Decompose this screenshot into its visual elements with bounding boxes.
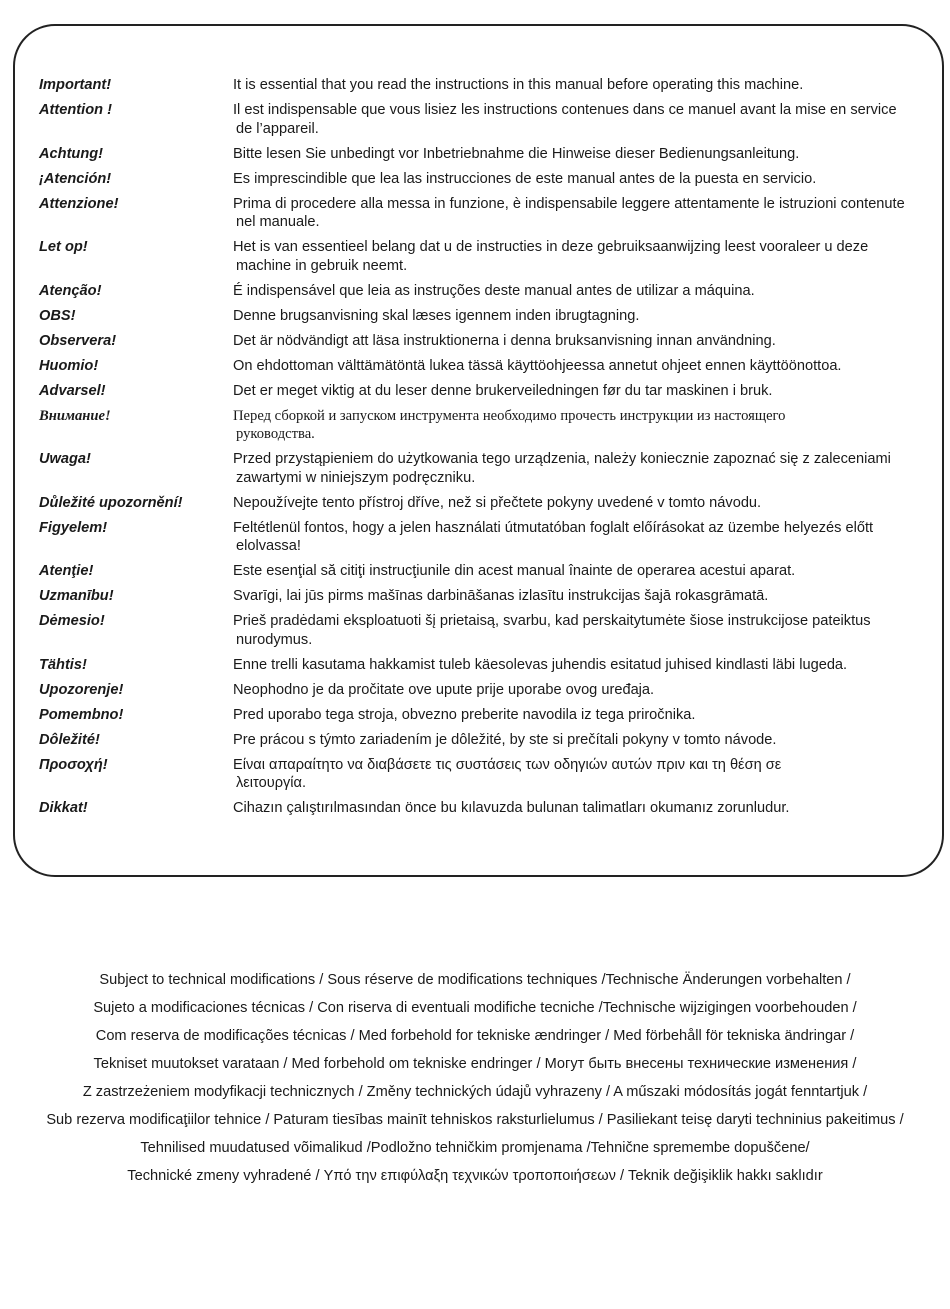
notice-text-line: Przed przystąpieniem do użytkowania tego urządzenia, należy koniecznie zapoznać się z zaleceniami	[233, 451, 891, 468]
notice-text-line: de l’appareil.	[236, 120, 319, 137]
notice-text-line: Prieš pradėdami eksploatuoti šį prietaisą, svarbu, kad perskaitytumėte šiose instrukcijose pateiktus	[233, 613, 871, 630]
notice-text-line: λειτουργία.	[236, 775, 307, 792]
notice-label: Huomio!	[39, 357, 99, 374]
notice-label: Let op!	[39, 239, 88, 256]
footer-line: Com reserva de modificações técnicas / Med forbehold for tekniske ændringer / Med förbehåll för tekniska ändringar /	[95, 1028, 855, 1044]
notice-text-line: Prima di procedere alla messa in funzione, è indispensabile leggere attentamente le istruzioni contenute	[233, 195, 905, 212]
notice-label: Внимание!	[39, 407, 111, 424]
notice-text-line: On ehdottoman välttämätöntä lukea tässä käyttöohjeessa annetut ohjeet ennen käyttöönottoa.	[233, 357, 842, 374]
notice-text-line: Είναι απαραίτητο να διαβάσετε τις συστάσεις των οδηγιών αυτών πριν και τη θέση σε	[233, 756, 782, 773]
footer-line: Z zastrzeżeniem modyfikacji technicznych / Změny technických údajů vyhrazeny / A műszaki módosítás jogát fenntartjuk /	[82, 1084, 868, 1100]
footer-line: Subject to technical modifications / Sous réserve de modifications techniques /Technische Änderungen vorbehalten /	[99, 972, 851, 988]
footer-line: Sub rezerva modificaţiilor tehnice / Paturam tiesības mainīt tehniskos raksturlielumus / Pasiliekant teisę daryti techninius pakeitimus /	[46, 1112, 904, 1128]
notice-label: Atenção!	[39, 282, 102, 299]
notice-label: Tähtis!	[39, 656, 87, 673]
notice-text-line: Det er meget viktig at du leser denne brukerveiledningen før du tar maskinen i bruk.	[233, 382, 773, 399]
notice-label: Attention !	[39, 101, 112, 118]
notice-label: Προσοχή!	[39, 756, 108, 773]
notice-text	[233, 238, 939, 275]
notice-row	[39, 612, 939, 649]
notice-text	[233, 706, 939, 725]
footer-line: Technické zmeny vyhradené / Υπό την επιφύλαξη τεχνικών τροποποιήσεων / Teknik değişiklik hakkı saklıdır	[127, 1168, 823, 1184]
notice-row	[39, 562, 939, 581]
notice-row	[39, 450, 939, 487]
notice-text	[233, 681, 939, 700]
notice-label: Observera!	[39, 332, 117, 349]
notice-text-line: Перед сборкой и запуском инструмента необходимо прочесть инструкции из настоящего	[233, 407, 786, 424]
notice-text-line: Het is van essentieel belang dat u de instructies in deze gebruiksaanwijzing leest vooraleer u deze	[233, 239, 869, 256]
notice-text-line: Cihazın çalıştırılmasından önce bu kılavuzda bulunan talimatları okumanız zorunludur.	[233, 800, 790, 817]
notice-text-line: Enne trelli kasutama hakkamist tuleb käesolevas juhendis esitatud juhised kindlasti läbi lugeda.	[233, 656, 848, 673]
notice-row	[39, 170, 939, 189]
notice-text-line: Es imprescindible que lea las instrucciones de este manual antes de la puesta en servicio.	[233, 170, 817, 187]
notice-text	[233, 731, 939, 750]
notice-text-line: Il est indispensable que vous lisiez les instructions contenues dans ce manuel avant la mise en service	[233, 101, 897, 118]
notice-text-line: Det är nödvändigt att läsa instruktionerna i denna bruksanvisning innan användning.	[233, 332, 776, 349]
notice-text-line: Nepoužívejte tento přístroj dříve, než si přečtete pokyny uvedené v tomto návodu.	[233, 494, 762, 511]
notice-text-line: nel manuale.	[236, 214, 320, 231]
notice-row	[39, 519, 939, 556]
notice-text-line: Svarīgi, lai jūs pirms mašīnas darbināšanas izlasītu instrukcijas šajā rokasgrāmatā.	[233, 588, 769, 605]
notice-label: Pomembno!	[39, 706, 124, 723]
notice-text-line: Pred uporabo tega stroja, obvezno preberite navodila iz tega priročnika.	[233, 706, 696, 723]
footer-line: Tekniset muutokset varataan / Med forbehold om tekniske endringer / Могут быть внесены технические изменения /	[93, 1056, 857, 1072]
notice-row	[39, 238, 939, 275]
notice-row	[39, 587, 939, 606]
notice-text-line: Feltétlenül fontos, hogy a jelen használati útmutatóban foglalt előírásokat az üzembe helyezés előtt	[233, 519, 874, 536]
safety-notice-list	[39, 76, 939, 824]
notice-row	[39, 145, 939, 164]
notice-text-line: Este esenţial să citiţi instrucţiunile din acest manual înainte de operarea acestui aparat.	[233, 563, 796, 580]
notice-label: Uzmanību!	[39, 588, 114, 605]
notice-row	[39, 332, 939, 351]
notice-text	[233, 519, 939, 556]
notice-text	[233, 450, 939, 487]
notice-label: Dôležité!	[39, 731, 100, 748]
notice-text	[233, 307, 939, 326]
notice-row	[39, 494, 939, 513]
notice-text-line: machine in gebruik neemt.	[236, 257, 408, 274]
notice-text-line: É indispensável que leia as instruções deste manual antes de utilizar a máquina.	[233, 282, 755, 299]
footer-line: Tehnilised muudatused võimalikud /Podložno tehničkim promjenama /Tehnične spremembe dopuščene/	[140, 1140, 810, 1156]
notice-text	[233, 407, 939, 444]
notice-text	[233, 76, 939, 95]
notice-text	[233, 332, 939, 351]
notice-row	[39, 307, 939, 326]
notice-label: Achtung!	[39, 145, 104, 162]
notice-row	[39, 195, 939, 232]
notice-label: Důležité upozornění!	[39, 494, 183, 511]
notice-text	[233, 101, 939, 138]
notice-text-line: elolvassa!	[236, 538, 301, 555]
notice-row	[39, 382, 939, 401]
notice-text	[233, 799, 939, 818]
notice-row	[39, 799, 939, 818]
notice-row	[39, 76, 939, 95]
notice-label: Upozorenje!	[39, 681, 124, 698]
notice-text-line: Neophodno je da pročitate ove upute prije uporabe ovog uređaja.	[233, 681, 655, 698]
notice-text	[233, 282, 939, 301]
notice-row	[39, 681, 939, 700]
notice-text	[233, 357, 939, 376]
notice-text	[233, 587, 939, 606]
notice-text	[233, 145, 939, 164]
notice-label: Figyelem!	[39, 519, 108, 536]
notice-row	[39, 407, 939, 444]
notice-label: Dikkat!	[39, 800, 88, 817]
notice-text-line: Pre prácou s týmto zariadením je dôležité, by ste si prečítali pokyny v tomto návode.	[233, 731, 777, 748]
notice-text	[233, 656, 939, 675]
notice-text-line: руководства.	[236, 426, 315, 443]
footer-line: Sujeto a modificaciones técnicas / Con riserva di eventuali modifiche tecniche /Technische wijzigingen voorbehouden /	[93, 1000, 857, 1016]
notice-row	[39, 282, 939, 301]
notice-text	[233, 382, 939, 401]
notice-text-line: zawartymi w niniejszym podręczniku.	[236, 469, 476, 486]
notice-row	[39, 706, 939, 725]
notice-text-line: Denne brugsanvisning skal læses igennem inden ibrugtagning.	[233, 307, 640, 324]
notice-row	[39, 101, 939, 138]
notice-text	[233, 756, 939, 793]
notice-label: Dėmesio!	[39, 613, 105, 630]
notice-text-line: nurodymus.	[236, 631, 313, 648]
notice-label: Important!	[39, 77, 112, 93]
notice-label: Advarsel!	[39, 382, 106, 399]
notice-row	[39, 756, 939, 793]
notice-text	[233, 195, 939, 232]
notice-text	[233, 170, 939, 189]
notice-label: OBS!	[39, 307, 76, 324]
notice-row	[39, 656, 939, 675]
notice-label: Attenzione!	[39, 195, 119, 212]
notice-label: ¡Atención!	[39, 170, 112, 187]
notice-row	[39, 731, 939, 750]
notice-text	[233, 612, 939, 649]
notice-text	[233, 562, 939, 581]
notice-text	[233, 494, 939, 513]
notice-row	[39, 357, 939, 376]
notice-text-line: Bitte lesen Sie unbedingt vor Inbetriebnahme die Hinweise dieser Bedienungsanleitung.	[233, 145, 800, 162]
notice-text-line: It is essential that you read the instructions in this manual before operating this machine.	[233, 77, 804, 93]
notice-label: Atenţie!	[39, 563, 94, 580]
technical-modifications-footer	[0, 970, 950, 1194]
notice-label: Uwaga!	[39, 451, 91, 468]
